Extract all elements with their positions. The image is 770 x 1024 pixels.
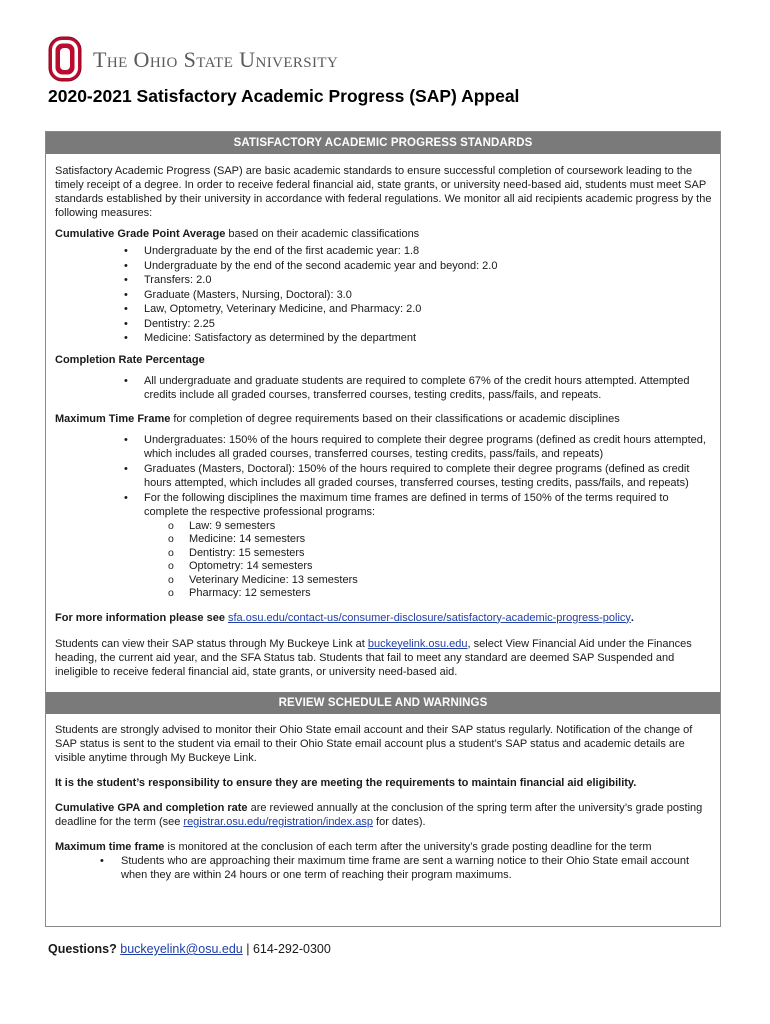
list-item: o Optometry: 14 semesters xyxy=(189,560,712,574)
disciplines-list xyxy=(144,520,712,601)
max-time-suffix: for completion of degree requirements based on their classifications or academic disciplines xyxy=(170,412,620,425)
list-item: o Pharmacy: 12 semesters xyxy=(189,587,712,601)
max-time-list xyxy=(55,433,712,601)
list-item: • Graduates (Masters, Doctoral): 150% of the hours required to complete their degree programs (defined as credit hours attempted, which includes all graded courses, transferred courses, testing credits, pass/fails, and repeats) xyxy=(144,462,712,491)
questions-label: Questions? xyxy=(48,942,117,956)
disciplines-intro: For the following disciplines the maximum time frames are defined in terms of 150% of the terms required to complete the respective professional programs: xyxy=(144,491,669,518)
list-item: • Graduate (Masters, Nursing, Doctoral): 3.0 xyxy=(144,288,712,303)
standards-content xyxy=(46,164,720,679)
list-item: o Dentistry: 15 semesters xyxy=(189,547,712,561)
registrar-link[interactable]: registrar.osu.edu/registration/index.asp xyxy=(183,816,373,828)
standards-heading: SATISFACTORY ACADEMIC PROGRESS STANDARDS xyxy=(46,132,720,154)
university-name: The Ohio State University xyxy=(93,47,339,72)
page-header xyxy=(48,36,448,84)
completion-heading: Completion Rate Percentage xyxy=(55,353,205,366)
standards-box xyxy=(45,131,721,927)
contact-email-link[interactable]: buckeyelink@osu.edu xyxy=(120,942,243,956)
standards-intro: Satisfactory Academic Progress (SAP) are basic academic standards to ensure successful completion of coursework leading to the timely receipt of a degree. In order to receive federal financial aid, state grants, or university need-based aid, students must meet SAP standards established by their university in accordance with federal regulations. We monitor all aid recipients academic progress by the following measures: xyxy=(55,165,712,219)
footer-contact: Questions? buckeyelink@osu.edu | 614-292-0300 xyxy=(48,942,331,956)
completion-list xyxy=(55,374,712,403)
list-item: • All undergraduate and graduate students are required to complete 67% of the credit hours attempted. Attempted credits include all graded courses, transferred courses, testing credits, pass/fails, and repeats. xyxy=(144,374,712,403)
list-item xyxy=(144,491,712,601)
list-item: • Undergraduate by the end of the first academic year: 1.8 xyxy=(144,244,712,259)
max-time-review: Maximum time frame is monitored at the conclusion of each term after the university’s grade posting deadline for the term xyxy=(55,841,652,853)
list-item: o Veterinary Medicine: 13 semesters xyxy=(189,574,712,588)
sap-policy-link[interactable]: sfa.osu.edu/contact-us/consumer-disclosure/satisfactory-academic-progress-policy xyxy=(228,611,631,624)
gpa-label: Cumulative Grade Point Average xyxy=(55,228,226,240)
buckeyelink-link[interactable]: buckeyelink.osu.edu xyxy=(367,637,468,650)
responsibility-note: It is the student’s responsibility to ensure they are meeting the requirements to maintain financial aid eligibility. xyxy=(55,777,637,789)
list-item: • Transfers: 2.0 xyxy=(144,273,712,288)
list-item: o Medicine: 14 semesters xyxy=(189,533,712,547)
list-item: • Law, Optometry, Veterinary Medicine, and Pharmacy: 2.0 xyxy=(144,302,712,317)
gpa-list xyxy=(55,244,712,346)
max-time-heading xyxy=(55,412,712,426)
more-info: For more information please see sfa.osu.edu/contact-us/consumer-disclosure/satisfactory-academic-progress-policy. xyxy=(55,611,634,624)
list-item: • Students who are approaching their maximum time frame are sent a warning notice to their Ohio State email account when they are within 24 hours or one term of reaching their program maximums. xyxy=(121,854,712,882)
review-heading: REVIEW SCHEDULE AND WARNINGS xyxy=(46,692,720,714)
list-item: • Dentistry: 2.25 xyxy=(144,317,712,332)
document-title: 2020-2021 Satisfactory Academic Progress (SAP) Appeal xyxy=(48,86,520,106)
gpa-heading xyxy=(55,227,712,241)
more-info-label: For more information please see xyxy=(55,611,228,624)
list-item: o Law: 9 semesters xyxy=(189,520,712,534)
gpa-review: Cumulative GPA and completion rate are reviewed annually at the conclusion of the spring term after the university’s grade posting deadline for the term (see registrar.osu.edu/registration/index.asp for dates). xyxy=(55,802,703,828)
review-section xyxy=(46,692,720,882)
gpa-suffix: based on their academic classifications xyxy=(225,228,420,240)
contact-phone: 614-292-0300 xyxy=(252,942,331,956)
warning-list xyxy=(55,854,712,882)
list-item: • Medicine: Satisfactory as determined by the department xyxy=(144,331,712,346)
list-item: • Undergraduates: 150% of the hours required to complete their degree programs (defined as credit hours attempted, which includes all graded courses, transferred courses, testing credits, pass/fails, and repeats) xyxy=(144,433,712,462)
review-intro: Students are strongly advised to monitor their Ohio State email account and their SAP status regularly. Notification of the change of SAP status is sent to the student via email to their Ohio State email account plus a student’s SAP status and academic details are visible anytime through My Buckeye Link. xyxy=(55,724,693,764)
list-item: • Undergraduate by the end of the second academic year and beyond: 2.0 xyxy=(144,259,712,274)
max-time-label: Maximum Time Frame xyxy=(55,412,171,425)
ohio-state-logo-icon xyxy=(48,36,82,82)
status-paragraph: Students can view their SAP status through My Buckeye Link at buckeyelink.osu.edu, select View Financial Aid under the Finances heading, the current aid year, and the SFA Status tab. Students that fail to meet any standard are deemed SAP Suspended and ineligible to receive federal financial aid, state grants, or university need-based aid. xyxy=(55,637,692,678)
